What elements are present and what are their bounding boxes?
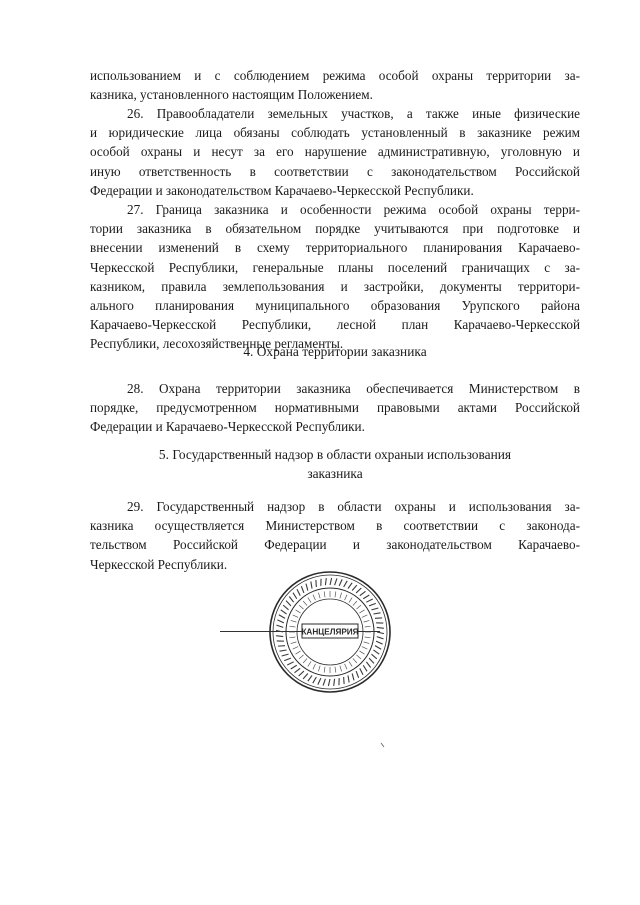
section-heading-5 <box>90 445 580 483</box>
text-line: Республики, лесохозяйственные регламенты. <box>90 336 344 352</box>
text-line: тельством Российской Федерации и законодательством Карачаево- <box>90 537 580 553</box>
paragraph-27 <box>90 200 580 354</box>
text-line: 28. Охрана территории заказника обеспечивается Министерством в <box>127 381 580 396</box>
paragraph-continuation <box>90 66 580 104</box>
text-line: 27. Граница заказника и особенности режима особой охраны терри- <box>127 202 580 217</box>
text-line: использованием и с соблюдением режима особой охраны территории за- <box>90 68 580 83</box>
seal-center-text: КАНЦЕЛЯРИЯ <box>301 627 359 637</box>
text-line: порядке, предусмотренном нормативными правовыми актами Российской <box>90 400 580 416</box>
section-title-line: 5. Государственный надзор в области охраныи использования <box>158 447 512 462</box>
text-line: и юридические лица обязаны соблюдать установленный в заказнике режим <box>90 125 580 141</box>
section-heading-4 <box>90 342 580 361</box>
section-title-line: заказника <box>307 466 363 482</box>
paragraph-28 <box>90 379 580 437</box>
text-line: тории заказника в обязательном порядке учитываются при подготовке и <box>90 221 580 237</box>
text-line: 26. Правообладатели земельных участков, а также иные физические <box>127 106 580 121</box>
text-line: Черкесской Республики. <box>90 556 228 572</box>
stray-mark <box>380 742 386 748</box>
text-line: казником, правила землепользования и застройки, документы территори- <box>90 278 580 294</box>
text-line: внесении изменений в схему территориального планирования Карачаево- <box>90 240 580 256</box>
section-title: 4. Охрана территории заказника <box>243 344 427 359</box>
text-line: Черкесской Республики, генеральные планы поселений граничащих с за- <box>90 259 580 275</box>
official-seal-stamp <box>268 570 392 694</box>
text-line: Карачаево-Черкесской Республики, лесной план Карачаево-Черкесской <box>90 317 580 333</box>
text-line: Федерации и законодательством Карачаево-Черкесской Республики. <box>90 182 474 198</box>
paragraph-29 <box>90 497 580 574</box>
text-line: иную ответственность в соответствии с законодательством Российской <box>90 163 580 179</box>
text-line: ального планирования муниципального образования Урупского района <box>90 297 580 313</box>
text-line: 29. Государственный надзор в области охраны и использования за- <box>127 499 580 514</box>
text-line: особой охраны и несут за его нарушение административную, уголовную и <box>90 144 580 160</box>
paragraph-26 <box>90 104 580 200</box>
text-line: казника, установленного настоящим Положением. <box>90 87 373 103</box>
text-line: казника осуществляется Министерством в соответствии с законода- <box>90 518 580 534</box>
text-line: Федерации и Карачаево-Черкесской Республики. <box>90 419 365 435</box>
